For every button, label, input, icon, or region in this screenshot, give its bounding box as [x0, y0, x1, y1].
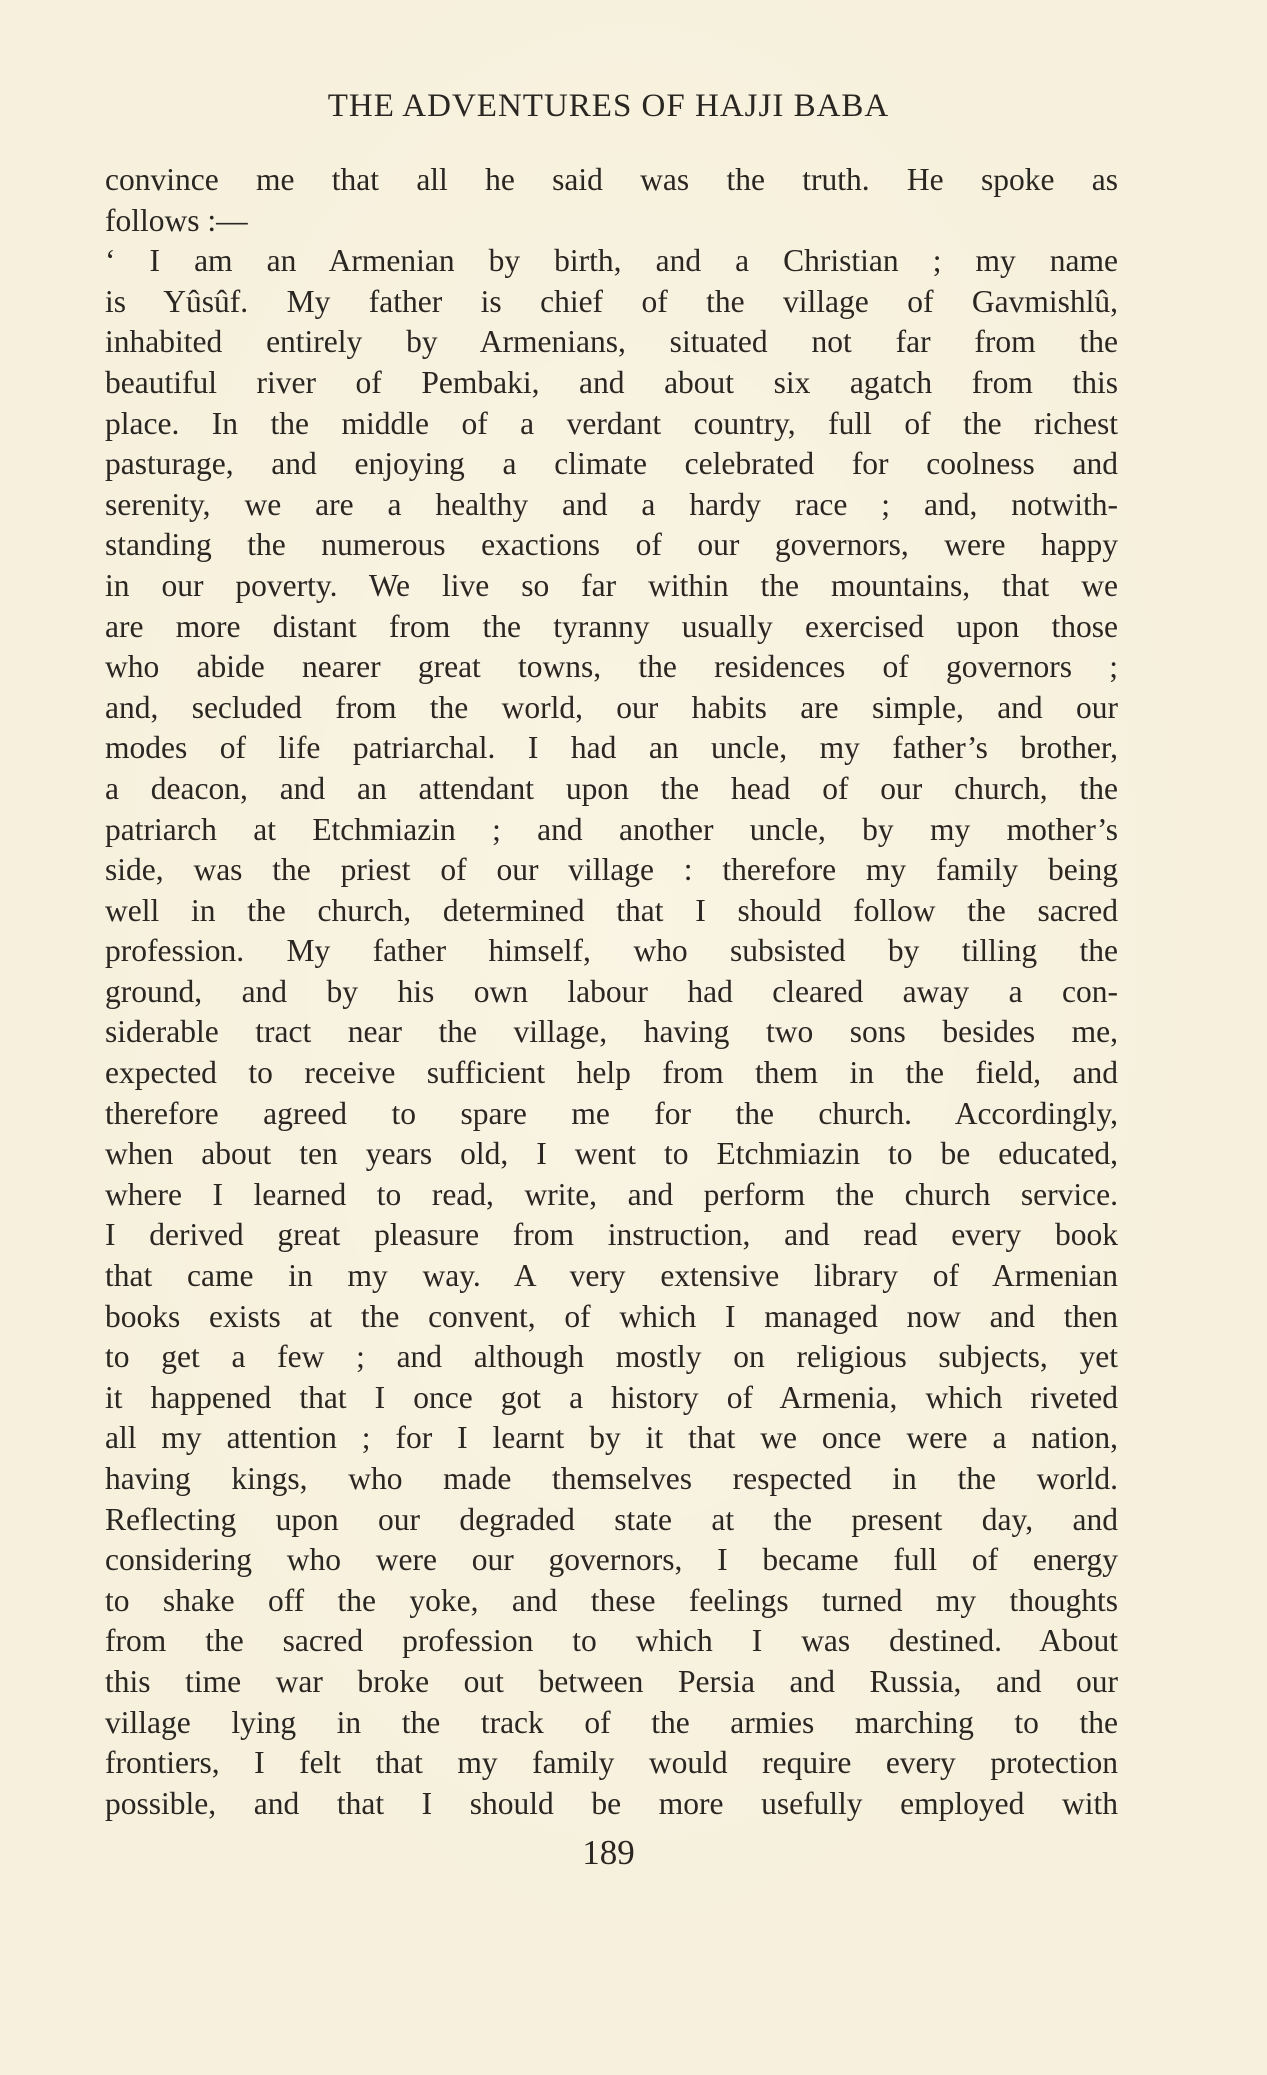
text-line: considering who were our governors, I became full of energy: [105, 1542, 1118, 1578]
text-line: modes of life patriarchal. I had an uncle, my father’s brother,: [105, 730, 1118, 766]
text-line: where I learned to read, write, and perform the church service.: [105, 1176, 1118, 1212]
text-line: to get a few ; and although mostly on religious subjects, yet: [105, 1339, 1118, 1375]
text-line: standing the numerous exactions of our governors, were happy: [105, 527, 1118, 563]
text-line: expected to receive sufficient help from them in the field, and: [105, 1055, 1118, 1091]
text-line: patriarch at Etchmiazin ; and another uncle, by my mother’s: [105, 811, 1118, 847]
text-line: side, was the priest of our village : therefore my family being: [105, 852, 1118, 888]
text-line: siderable tract near the village, having two sons besides me,: [105, 1014, 1118, 1050]
text-line: place. In the middle of a verdant country, full of the richest: [105, 405, 1118, 441]
text-line: a deacon, and an attendant upon the head of our church, the: [105, 770, 1118, 806]
text-line: follows :—: [105, 202, 248, 238]
text-line: profession. My father himself, who subsisted by tilling the: [105, 933, 1118, 969]
text-line: frontiers, I felt that my family would require every protection: [105, 1745, 1118, 1781]
text-line: convince me that all he said was the truth. He spoke as: [105, 162, 1118, 197]
text-line: village lying in the track of the armies marching to the: [105, 1704, 1118, 1740]
text-line: beautiful river of Pembaki, and about six agatch from this: [105, 364, 1118, 400]
text-line: well in the church, determined that I should follow the sacred: [105, 892, 1118, 928]
text-line: and, secluded from the world, our habits are simple, and our: [105, 689, 1118, 725]
text-line: that came in my way. A very extensive library of Armenian: [105, 1258, 1118, 1294]
text-line: having kings, who made themselves respected in the world.: [105, 1461, 1118, 1496]
text-line: who abide nearer great towns, the residences of governors ;: [105, 649, 1118, 685]
running-head: THE ADVENTURES OF HAJJI BABA: [327, 88, 890, 124]
text-line: are more distant from the tyranny usually exercised upon those: [105, 608, 1118, 644]
text-line: all my attention ; for I learnt by it that we once were a nation,: [105, 1420, 1118, 1456]
text-line: in our poverty. We live so far within the mountains, that we: [105, 567, 1118, 603]
text-line: ground, and by his own labour had cleared away a con-: [105, 973, 1118, 1009]
text-line: to shake off the yoke, and these feelings turned my thoughts: [105, 1582, 1118, 1618]
text-line: therefore agreed to spare me for the church. Accordingly,: [105, 1095, 1118, 1131]
body-text: [105, 160, 1118, 1824]
text-line: Reflecting upon our degraded state at the present day, and: [105, 1501, 1118, 1537]
text-line: from the sacred profession to which I was destined. About: [105, 1623, 1118, 1659]
text-line: serenity, we are a healthy and a hardy race ; and, notwith-: [105, 486, 1118, 522]
text-line: when about ten years old, I went to Etchmiazin to be educated,: [105, 1136, 1118, 1172]
text-line: pasturage, and enjoying a climate celebrated for coolness and: [105, 446, 1118, 482]
text-line: is Yûsûf. My father is chief of the village of Gavmishlû,: [105, 283, 1118, 319]
text-line: it happened that I once got a history of Armenia, which riveted: [105, 1379, 1118, 1415]
text-line: this time war broke out between Persia and Russia, and our: [105, 1663, 1118, 1699]
text-line: ‘ I am an Armenian by birth, and a Christian ; my name: [105, 243, 1118, 279]
text-line: inhabited entirely by Armenians, situated not far from the: [105, 324, 1118, 360]
page-number: 189: [582, 1833, 635, 1872]
text-line: books exists at the convent, of which I managed now and then: [105, 1298, 1118, 1334]
text-line: I derived great pleasure from instruction, and read every book: [105, 1217, 1118, 1253]
text-line: possible, and that I should be more usefully employed with: [105, 1785, 1118, 1821]
